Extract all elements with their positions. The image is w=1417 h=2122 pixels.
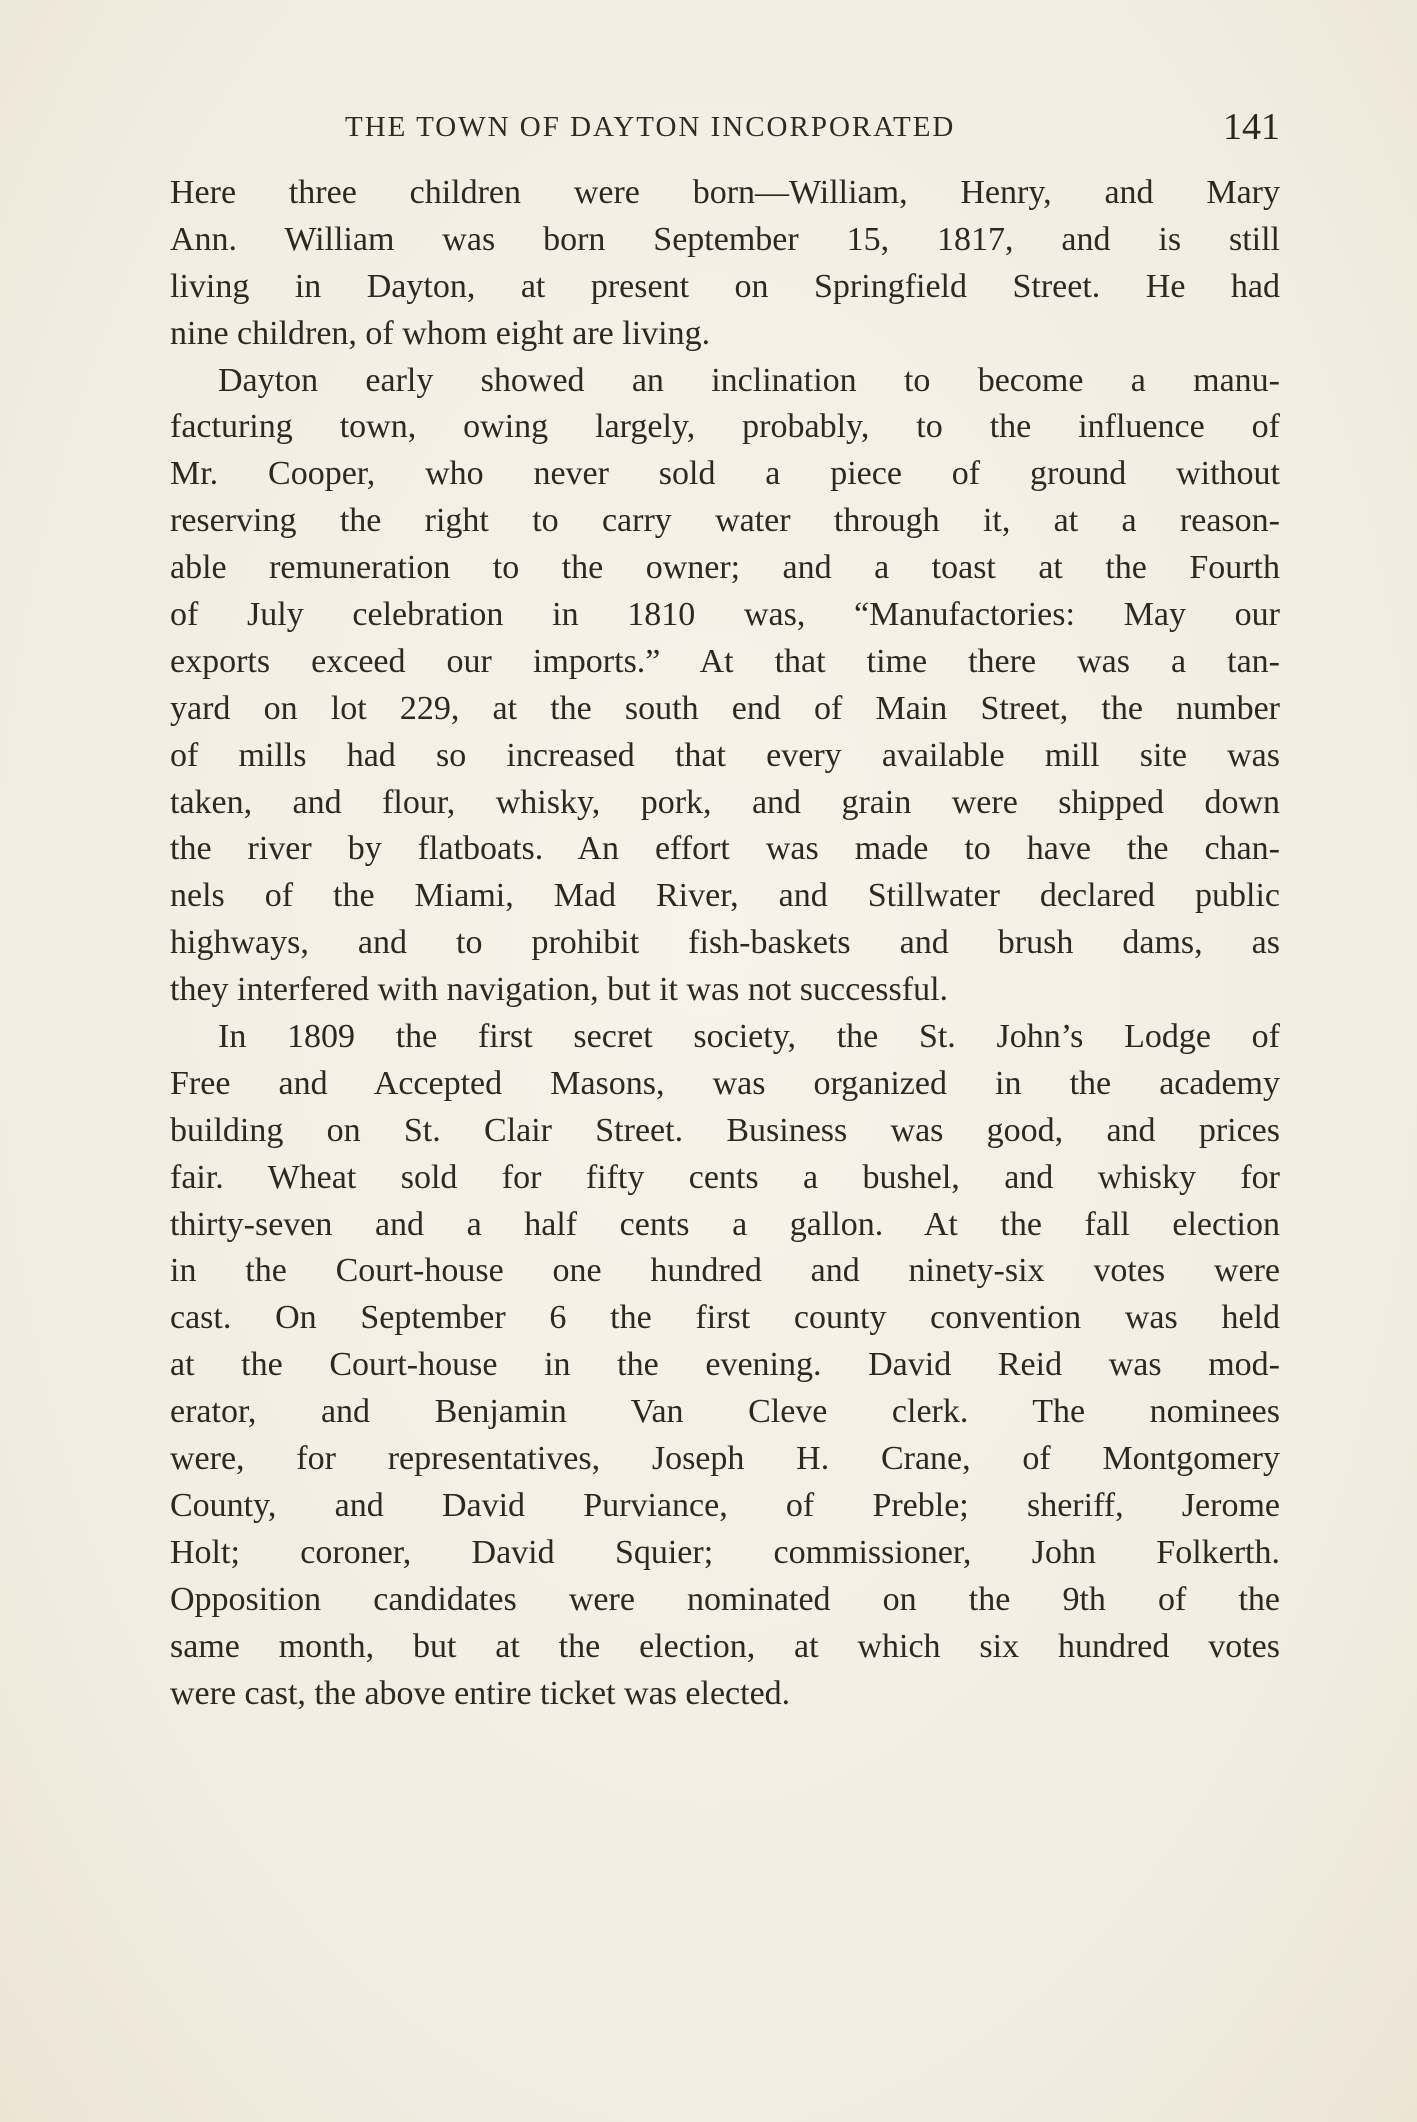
text-line: building on St. Clair Street. Business was good, and prices <box>170 1111 1280 1149</box>
text-line: the river by flatboats. An effort was made to have the chan- <box>170 830 1280 868</box>
text-line: taken, and flour, whisky, pork, and grain were shipped down <box>170 783 1280 821</box>
running-head <box>170 105 1280 155</box>
text-line: thirty-seven and a half cents a gallon. At the fall election <box>170 1205 1280 1243</box>
text-line: Free and Accepted Masons, was organized in the academy <box>170 1064 1280 1102</box>
text-line: they interfered with navigation, but it was not successful. <box>170 971 949 1009</box>
page-number: 141 <box>1223 106 1280 148</box>
body-text <box>170 170 1280 1717</box>
text-line: yard on lot 229, at the south end of Main Street, the number <box>170 689 1280 727</box>
text-line: fair. Wheat sold for fifty cents a bushel, and whisky for <box>170 1158 1280 1196</box>
text-line: Ann. William was born September 15, 1817, and is still <box>170 220 1280 258</box>
text-line: In 1809 the first secret society, the St. John’s Lodge of <box>218 1018 1280 1056</box>
text-line: of mills had so increased that every available mill site was <box>170 736 1280 774</box>
text-line: were cast, the above entire ticket was elected. <box>170 1674 791 1712</box>
text-line: at the Court-house in the evening. David Reid was mod- <box>170 1346 1280 1384</box>
text-line: nine children, of whom eight are living. <box>170 314 711 352</box>
text-line: nels of the Miami, Mad River, and Stillwater declared public <box>170 877 1280 915</box>
text-line: were, for representatives, Joseph H. Crane, of Montgomery <box>170 1440 1280 1478</box>
text-line: cast. On September 6 the first county convention was held <box>170 1299 1280 1337</box>
text-line: in the Court-house one hundred and ninety-six votes were <box>170 1252 1280 1290</box>
text-line: erator, and Benjamin Van Cleve clerk. The nominees <box>170 1393 1280 1431</box>
text-line: Here three children were born—William, Henry, and Mary <box>170 174 1280 211</box>
text-line: facturing town, owing largely, probably, to the influence of <box>170 408 1280 446</box>
text-line: highways, and to prohibit fish-baskets and brush dams, as <box>170 924 1280 962</box>
text-line: same month, but at the election, at which six hundred votes <box>170 1627 1280 1665</box>
text-line: able remuneration to the owner; and a toast at the Fourth <box>170 549 1280 587</box>
text-line: Dayton early showed an inclination to become a manu- <box>218 361 1280 399</box>
running-title: THE TOWN OF DAYTON INCORPORATED <box>345 111 956 143</box>
text-line: of July celebration in 1810 was, “Manufactories: May our <box>170 596 1280 634</box>
text-line: reserving the right to carry water through it, at a reason- <box>170 502 1280 540</box>
text-line: exports exceed our imports.” At that time there was a tan- <box>170 642 1280 680</box>
text-line: County, and David Purviance, of Preble; sheriff, Jerome <box>170 1486 1280 1524</box>
text-line: Holt; coroner, David Squier; commissioner, John Folkerth. <box>170 1533 1280 1571</box>
text-line: Mr. Cooper, who never sold a piece of ground without <box>170 455 1280 493</box>
text-line: Opposition candidates were nominated on the 9th of the <box>170 1580 1280 1618</box>
text-line: living in Dayton, at present on Springfield Street. He had <box>170 267 1280 305</box>
